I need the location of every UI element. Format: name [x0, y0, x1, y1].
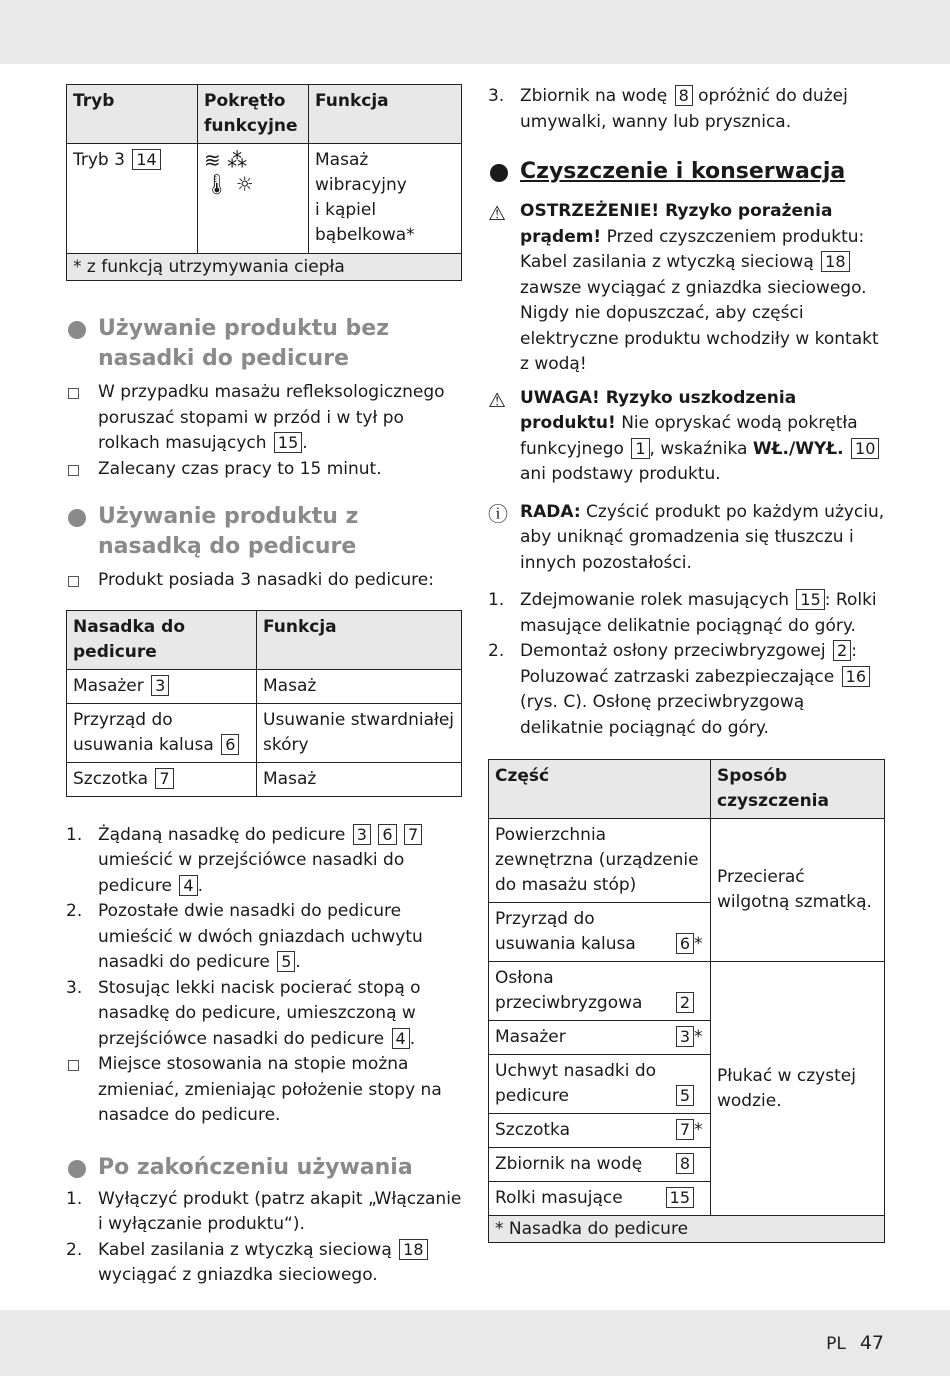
step-2: 2. Kabel zasilania z wtyczką sieciową 18 wyciągać z gniazdka sieciowego.: [66, 1238, 462, 1289]
cleaning-footnote: * Nasadka do pedicure: [489, 1216, 885, 1243]
section-title-without: Używanie produktu bez nasadki do pedicure: [66, 314, 462, 374]
part-cell: Uchwyt nasadki do pedicure 5: [489, 1055, 711, 1114]
heat-icon: 🌡: [204, 172, 230, 196]
header-mode: Tryb: [67, 85, 198, 144]
section-title-after: Po zakończeniu używania: [66, 1153, 462, 1183]
bubbles-icon: ⁂: [227, 148, 248, 172]
step-1: 1. Zdejmowanie rolek masujących 15 : Rolki masujące delikatnie pociągnąć do góry.: [488, 590, 877, 636]
info-icon: ⓘ: [488, 501, 508, 526]
step-2: 2. Demontaż osłony przeciwbryzgowej 2 : Poluzować zatrzaski zabezpieczające 16 (rys. C). Osłonę przeciwbryzgową delikatnie pociągnąć do góry.: [488, 639, 885, 741]
warning-electric: ⚠ OSTRZEŻENIE! Ryzyko porażenia prądem! Przed czyszczeniem produktu: Kabel zasilania z wtyczką sieciową 18 zawsze wyciągać z gniazdka sieciowego. Nigdy nie dopuszczać, aby części elektryczne produktu wchodziły w kontakt z wodą!: [488, 201, 879, 374]
section-title-cleaning: Czyszczenie i konserwacja: [488, 157, 885, 187]
warning-damage: ⚠ UWAGA! Ryzyko uszkodzenia produktu! Nie opryskać wodą pokrętła funkcyjnego 1 , wskaźnika WŁ./WYŁ. 10 ani podstawy produktu.: [488, 386, 885, 488]
mode-footnote: * z funkcją utrzymywania ciepła: [67, 254, 462, 281]
warning-icon: ⚠: [488, 387, 506, 412]
list-item: Produkt posiada 3 nasadki do pedicure:: [66, 568, 462, 594]
part-cell: Zbiornik na wodę 8: [489, 1148, 711, 1182]
with-intro: [66, 568, 462, 594]
list-item: Miejsce stosowania na stopie można zmieniać, zmieniając położenie stopy na nasadce do pedicure.: [66, 1052, 462, 1129]
knob-symbols: [198, 144, 309, 254]
cleaning-steps: [488, 588, 885, 741]
footer-band: [0, 1310, 950, 1376]
header-attachment: Nasadka do pedicure: [67, 610, 257, 669]
without-list: [66, 380, 462, 482]
header-method: Sposób czyszczenia: [711, 760, 885, 819]
step-1: 1. Wyłączyć produkt (patrz akapit „Włączanie i wyłączanie produktu“).: [66, 1188, 462, 1234]
attachment-name: Masażer 3: [67, 669, 257, 703]
page-footer: [826, 1332, 884, 1354]
attachment-function: Masaż: [257, 669, 462, 703]
mode-number: 14: [132, 149, 160, 170]
attachment-name: Przyrząd do usuwania kalusa 6: [67, 703, 257, 762]
page-number: 47: [859, 1332, 884, 1354]
attachment-function: Masaż: [257, 762, 462, 796]
after-steps: [66, 1187, 462, 1289]
continued-steps: [488, 84, 885, 135]
section-title-with: Używanie produktu z nasadką do pedicure: [66, 502, 462, 562]
step-2: 2. Pozostałe dwie nasadki do pedicure umieścić w dwóch gniazdach uchwytu nasadki do pedicure 5 .: [66, 901, 423, 972]
right-column: [488, 84, 885, 1243]
attachment-table: [66, 610, 462, 797]
mode-table: [66, 84, 462, 281]
part-cell: Przyrząd do usuwania kalusa 6 *: [489, 903, 711, 962]
list-item: W przypadku masażu refleksologicznego poruszać stopami w przód i w tył po rolkach masujących 15 .: [66, 380, 462, 457]
part-cell: Masażer 3 *: [489, 1021, 711, 1055]
language-code: PL: [826, 1334, 846, 1354]
attachment-function: Usuwanie stwardniałej skóry: [257, 703, 462, 762]
step-1: 1. Żądaną nasadkę do pedicure 3 6 7 umieścić w przejściówce nasadki do pedicure 4 .: [66, 823, 462, 900]
function-cell: Masaż wibracyjny i kąpiel bąbelkowa*: [309, 144, 462, 254]
header-function: Funkcja: [257, 610, 462, 669]
cleaning-table: [488, 759, 885, 1243]
left-column: [66, 84, 462, 1289]
warning-icon: ⚠: [488, 201, 506, 225]
header-function: Funkcja: [309, 85, 462, 144]
mode-cell: Tryb 3 14: [67, 144, 198, 254]
step-3: 3. Stosując lekki nacisk pocierać stopą o nasadkę do pedicure, umieszczoną w przejściówce nasadki do pedicure 4 .: [66, 977, 421, 1049]
part-cell: Powierzchnia zewnętrzna (urządzenie do masażu stóp): [489, 819, 711, 903]
list-item: Zalecany czas pracy to 15 minut.: [66, 457, 462, 483]
tip-note: ⓘ RADA: Czyścić produkt po każdym użyciu, aby uniknąć gromadzenia się tłuszczu i innych pozostałości.: [488, 501, 885, 573]
header-band: [0, 0, 950, 64]
method-wipe: Przecierać wilgotną szmatką.: [711, 819, 885, 962]
attachment-name: Szczotka 7: [67, 762, 257, 796]
with-steps: [66, 823, 462, 1129]
header-part: Część: [489, 760, 711, 819]
part-cell: Szczotka 7 *: [489, 1114, 711, 1148]
light-icon: ☼: [235, 172, 254, 196]
part-cell: Osłona przeciwbryzgowa 2: [489, 962, 711, 1021]
header-knob: Pokrętło funkcyjne: [198, 85, 309, 144]
step-3: 3. Zbiornik na wodę 8 opróżnić do dużej umywalki, wanny lub prysznica.: [488, 86, 848, 132]
part-cell: Rolki masujące 15: [489, 1182, 711, 1216]
vibration-icon: ≋: [204, 148, 221, 172]
method-rinse: Płukać w czystej wodzie.: [711, 962, 885, 1216]
